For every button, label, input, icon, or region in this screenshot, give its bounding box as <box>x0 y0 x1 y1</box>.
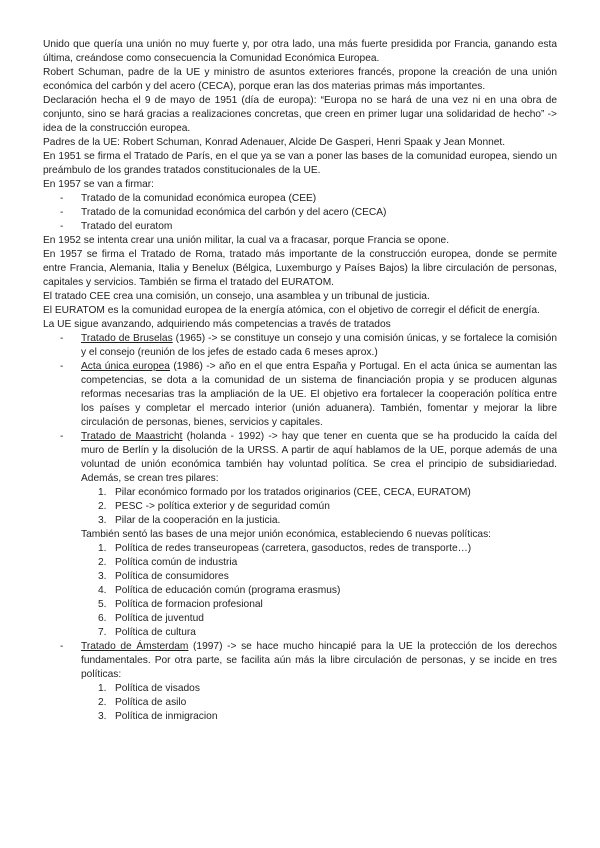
policy-text: Política de cultura <box>115 627 196 638</box>
policy-text: Política de consumidores <box>115 571 229 582</box>
list-item: - Tratado de la comunidad económica europea (CEE) <box>43 192 557 206</box>
list-item: - Tratado de la comunidad económica del carbón y del acero (CECA) <box>43 206 557 220</box>
treaty-name: Tratado de Ámsterdam <box>81 641 189 652</box>
list-item: 1. Pilar económico formado por los tratados originarios (CEE, CECA, EURATOM) <box>98 487 471 498</box>
policy-text: Política de juventud <box>115 613 204 624</box>
paragraph: El tratado CEE crea una comisión, un consejo, una asamblea y un tribunal de justicia. <box>43 291 430 302</box>
treaty-text: (1965) -> se constituye un consejo y una comisión únicas, y se fortalece la comisión y el consejo (reunión de los jefes de estado cada 6 meses aprox.) <box>81 333 558 358</box>
paragraph: Robert Schuman, padre de la UE y ministro de asuntos exteriores francés, propone la creación de una unión económica del carbón y del acero (CECA), porque eran las dos materias primas más importantes. <box>43 67 557 92</box>
list-item: 2. Política de asilo <box>98 697 187 708</box>
policy-text: Política de redes transeuropeas (carretera, gasoductos, redes de transporte…) <box>115 543 472 554</box>
pillar-text: PESC -> política exterior y de seguridad común <box>115 501 330 512</box>
policy-text: Política de inmigracion <box>115 711 218 722</box>
treaty-name: Tratado de Bruselas <box>81 333 173 344</box>
eu-treaties-list <box>43 332 557 486</box>
treaty-acta-unica <box>43 360 557 430</box>
treaty-text: (1986) -> año en el que entra España y Portugal. En el acta única se aumentan las competencias, se dota a la comunidad de un sistema de financiación propia y se producen algunas reformas necesarias tras la ampliación de la UE. El objetivo era fortalecer la cooperación política entre los países y completar el mercado interior (unión aduanera). También, fomentar y mejorar la libre circulación de personas, bienes, servicios y capitales. <box>81 361 557 428</box>
list-item: - Tratado del euratom <box>43 220 557 234</box>
list-item: 2. PESC -> política exterior y de seguridad común <box>98 501 330 512</box>
list-item: 3. Política de consumidores <box>98 571 229 582</box>
pillars-list <box>43 486 557 528</box>
policy-text: Política de asilo <box>115 697 187 708</box>
document-page <box>43 38 557 724</box>
policy-text: Política de formacion profesional <box>115 599 263 610</box>
treaty-text: (holanda - 1992) -> hay que tener en cuenta que se ha producido la caída del muro de Berlín y la disolución de la URSS. A partir de aquí hablamos de la UE, porque además de una voluntad de unión económica también hay voluntad política. Se crea el principio de subsidiariedad. Además, se crean tres pilares: <box>81 431 557 484</box>
eu-treaties-list-cont <box>43 640 557 682</box>
paragraph: En 1957 se van a firmar: <box>43 179 154 190</box>
policy-text: Política de educación común (programa erasmus) <box>115 585 341 596</box>
treaty-name: Tratado de Maastricht <box>81 431 183 442</box>
policies-list <box>43 542 557 640</box>
list-item: 1. Política de visados <box>98 683 200 694</box>
treaty-bruselas <box>43 332 557 360</box>
paragraph: En 1952 se intenta crear una unión militar, la cual va a fracasar, porque Francia se opone. <box>43 235 450 246</box>
policy-text: Política de visados <box>115 683 200 694</box>
treaty-name: Acta única europea <box>81 361 170 372</box>
treaty-amsterdam <box>43 640 557 682</box>
paragraph: Declaración hecha el 9 de mayo de 1951 (día de europa): “Europa no se hará de una vez ni en una obra de conjunto, sino se hará gracias a realizaciones concretas, que creen en primer lugar una solidaridad de hecho” -> idea de la construcción europea. <box>43 95 557 134</box>
paragraph: La UE sigue avanzando, adquiriendo más competencias a través de tratados <box>43 319 391 330</box>
amsterdam-policies-list <box>43 682 557 724</box>
pillar-text: Pilar económico formado por los tratados originarios (CEE, CECA, EURATOM) <box>115 487 471 498</box>
policy-text: Política común de industria <box>115 557 238 568</box>
paragraph: En 1957 se firma el Tratado de Roma, tratado más importante de la construcción europea, donde se permite entre Francia, Alemania, Italia y Benelux (Bélgica, Luxemburgo y Países Bajos) la libre circulación de personas, capitales y servicios. También se firma el tratado del EURATOM. <box>43 249 557 288</box>
list-item: 1. Política de redes transeuropeas (carretera, gasoductos, redes de transporte…) <box>98 543 472 554</box>
treaties-1957-list <box>43 192 557 234</box>
list-item: 2. Política común de industria <box>98 557 238 568</box>
list-item: 7. Política de cultura <box>98 627 196 638</box>
paragraph: Padres de la UE: Robert Schuman, Konrad Adenauer, Alcide De Gasperi, Henri Spaak y Jean Monnet. <box>43 137 506 148</box>
paragraph: También sentó las bases de una mejor unión económica, estableciendo 6 nuevas políticas: <box>81 529 492 540</box>
list-item: 6. Política de juventud <box>98 613 204 624</box>
pillar-text: Pilar de la cooperación en la justicia. <box>115 515 281 526</box>
treaty-maastricht <box>43 430 557 486</box>
paragraph: En 1951 se firma el Tratado de París, en el que ya se van a poner las bases de la comunidad europea, siendo un preámbulo de los grandes tratados constitucionales de la UE. <box>43 151 557 176</box>
paragraph: Unido que quería una unión no muy fuerte y, por otra lado, una más fuerte presidida por Francia, ganando esta última, creándose como consecuencia la Comunidad Económica Europea. <box>43 39 557 64</box>
list-item: 5. Política de formacion profesional <box>98 599 263 610</box>
treaty-text: (1997) -> se hace mucho hincapié para la UE la protección de los derechos fundamentales. Por otra parte, se facilita aún más la libre circulación de personas, y se incide en tres políticas: <box>81 641 557 680</box>
list-item: 3. Política de inmigracion <box>98 711 218 722</box>
list-item: 3. Pilar de la cooperación en la justicia. <box>98 515 281 526</box>
paragraph: El EURATOM es la comunidad europea de la energía atómica, con el objetivo de corregir el déficit de energía. <box>43 305 540 316</box>
list-item: 4. Política de educación común (programa erasmus) <box>98 585 341 596</box>
